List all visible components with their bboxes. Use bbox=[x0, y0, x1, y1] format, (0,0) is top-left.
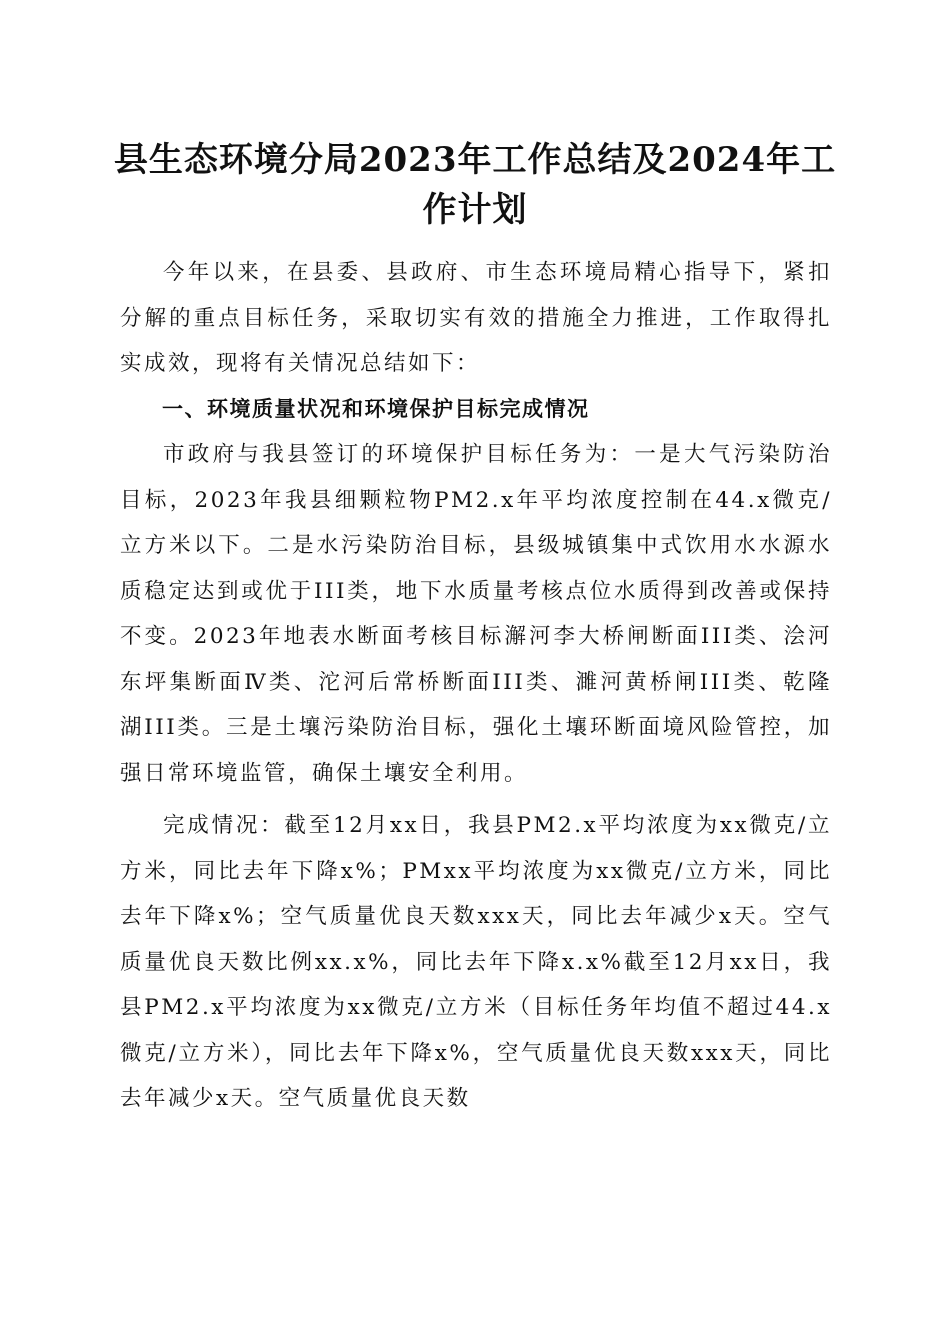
completion-paragraph: 完成情况：截至12月xx日，我县PM2.x平均浓度为xx微克/立方米，同比去年下降x%；PMxx平均浓度为xx微克/立方米，同比去年下降x%；空气质量优良天数xxx天，同比去年减少x天。空气质量优良天数比例xx.x%，同比去年下降x.x%截至12月xx日，我县PM2.x平均浓度为xx微克/立方米（目标任务年均值不超过44.x微克/立方米），同比去年下降x%，空气质量优良天数xxx天，同比去年减少x天。空气质量优良天数 bbox=[120, 813, 832, 1111]
intro-paragraph: 今年以来，在县委、县政府、市生态环境局精心指导下，紧扣分解的重点目标任务，采取切实有效的措施全力推进，工作取得扎实成效，现将有关情况总结如下： bbox=[120, 260, 832, 376]
document-title: 县生态环境分局2023年工作总结及2024年工作计划 bbox=[113, 140, 837, 230]
targets-paragraph: 市政府与我县签订的环境保护目标任务为：一是大气污染防治目标，2023年我县细颗粒物PM2.x年平均浓度控制在44.x微克/立方米以下。二是水污染防治目标，县级城镇集中式饮用水水源水质稳定达到或优于III类，地下水质量考核点位水质得到改善或保持不变。2023年地表水断面考核目标澥河李大桥闸断面III类、浍河东坪集断面Ⅳ类、沱河后常桥断面III类、濉河黄桥闸III类、乾隆湖III类。三是土壤污染防治目标，强化土壤环断面境风险管控，加强日常环境监管，确保土壤安全利用。 bbox=[120, 442, 832, 786]
document-body bbox=[120, 250, 832, 1122]
section-heading-1: 一、环境质量状况和环境保护目标完成情况 bbox=[162, 396, 590, 421]
